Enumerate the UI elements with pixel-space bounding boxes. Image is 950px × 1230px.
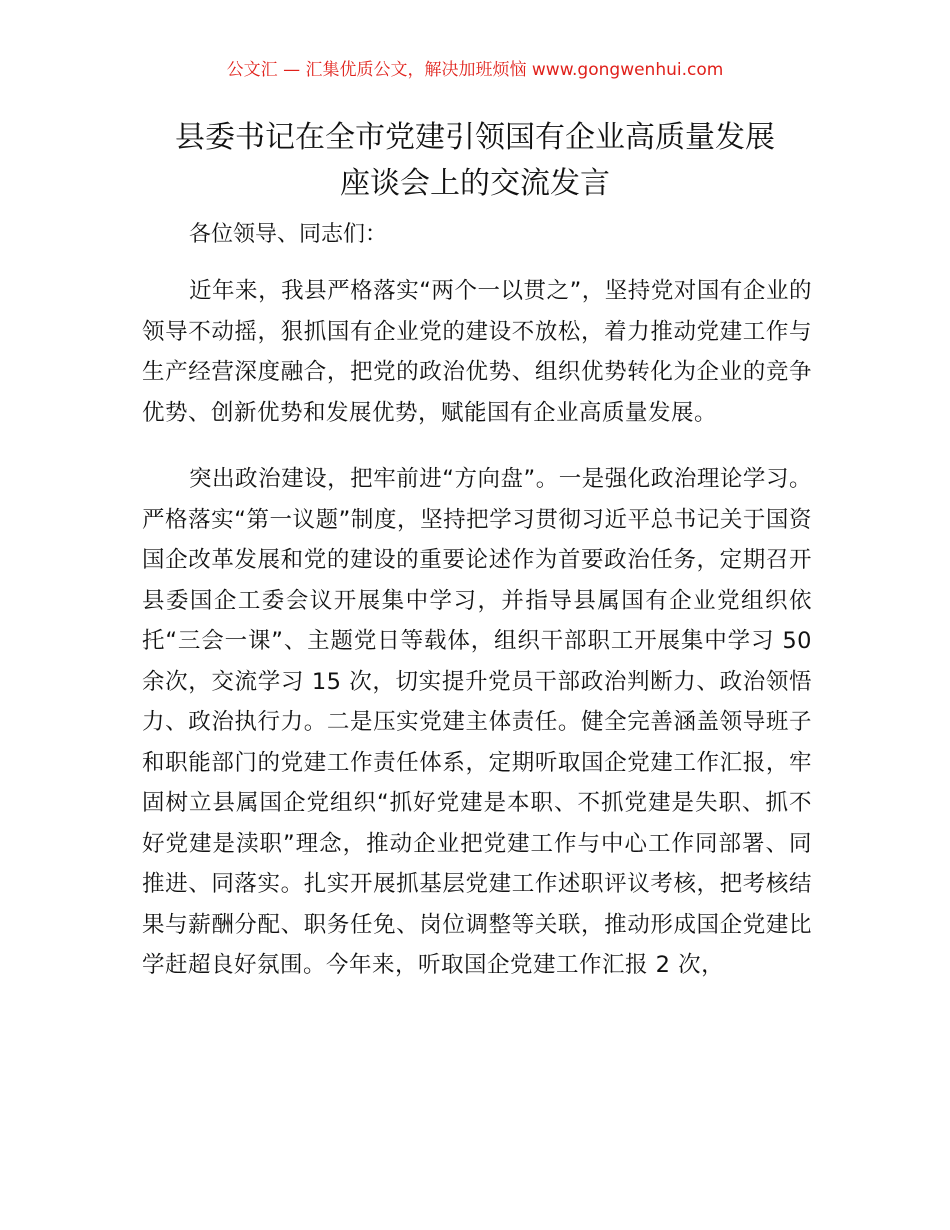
- title-line-1: 县委书记在全市党建引领国有企业高质量发展: [175, 120, 775, 155]
- title-line-2: 座谈会上的交流发言: [340, 166, 610, 201]
- document-body: [142, 215, 812, 1012]
- salutation: 各位领导、同志们：: [189, 222, 388, 247]
- document-title: [120, 115, 830, 207]
- paragraph-intro: 近年来，我县严格落实“两个一以贯之”，坚持党对国有企业的领导不动摇，狠抓国有企业党的建设不放松，着力推动党建工作与生产经营深度融合，把党的政治优势、组织优势转化为企业的竞争优势、创新优势和发展优势，赋能国有企业高质量发展。: [142, 278, 812, 426]
- paragraph-political-construction: 突出政治建设，把牢前进“方向盘”。一是强化政治理论学习。严格落实“第一议题”制度，坚持把学习贯彻习近平总书记关于国资国企改革发展和党的建设的重要论述作为首要政治任务，定期召开县委国企工委会议开展集中学习，并指导县属国有企业党组织依托“三会一课”、主题党日等载体，组织干部职工开展集中学习 50 余次，交流学习 15 次，切实提升党员干部政治判断力、政治领悟力、政治执行力。二是压实党建主体责任。健全完善涵盖领导班子和职能部门的党建工作责任体系，定期听取国企党建工作汇报，牢固树立县属国企党组织“抓好党建是本职、不抓党建是失职、抓不好党建是渎职”理念，推动企业把党建工作与中心工作同部署、同推进、同落实。扎实开展抓基层党建工作述职评议考核，把考核结果与薪酬分配、职务任免、岗位调整等关联，推动形成国企党建比学赶超良好氛围。今年来，听取国企党建工作汇报 2 次，: [142, 466, 812, 978]
- site-header-banner: 公文汇 — 汇集优质公文，解决加班烦恼 www.gongwenhui.com: [226, 60, 724, 80]
